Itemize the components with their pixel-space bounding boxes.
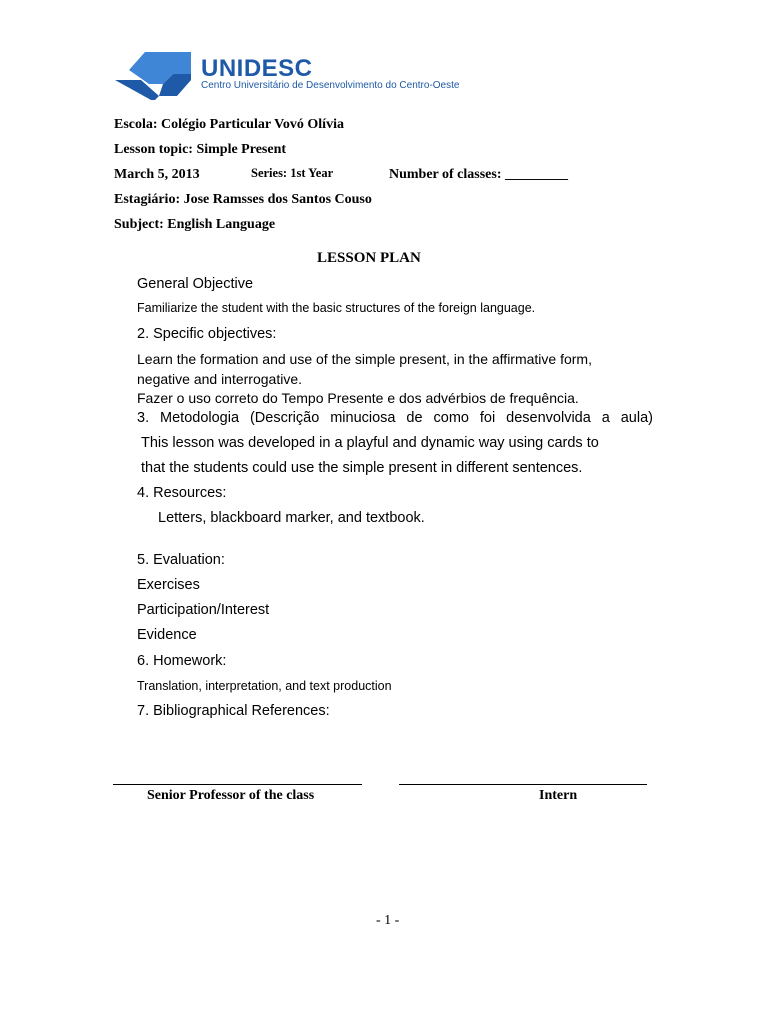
methodology-line: that the students could use the simple present in different sentences. — [141, 460, 583, 476]
resources-text: Letters, blackboard marker, and textbook. — [158, 510, 425, 526]
specific-objectives-line: Fazer o uso correto do Tempo Presente e dos advérbios de frequência. — [137, 390, 579, 406]
logo-subtitle: Centro Universitário de Desenvolvimento do Centro-Oeste — [201, 80, 460, 91]
school-line: Escola: Colégio Particular Vovó Olívia — [114, 117, 344, 132]
series-line: Series: 1st Year — [251, 166, 334, 180]
number-of-classes-line: Number of classes: _________ — [389, 167, 569, 182]
logo-name: UNIDESC — [201, 55, 313, 82]
date-line: March 5, 2013 — [114, 167, 200, 182]
homework-heading: 6. Homework: — [137, 653, 227, 669]
signature-line-right — [399, 784, 647, 785]
signature-label-right: Intern — [539, 788, 578, 803]
general-objective-text: Familiarize the student with the basic structures of the foreign language. — [137, 301, 536, 315]
signature-label-left: Senior Professor of the class — [147, 788, 315, 803]
specific-objectives-line: Learn the formation and use of the simple present, in the affirmative form, — [137, 351, 592, 367]
evaluation-item: Exercises — [137, 577, 200, 593]
resources-heading: 4. Resources: — [137, 485, 227, 501]
page-number: - 1 - — [376, 913, 400, 928]
evaluation-heading: 5. Evaluation: — [137, 552, 225, 568]
homework-text: Translation, interpretation, and text production — [137, 679, 392, 693]
specific-objectives-line: negative and interrogative. — [137, 371, 302, 387]
unidesc-logo-icon — [115, 50, 191, 102]
specific-objectives-heading: 2. Specific objectives: — [137, 326, 277, 342]
methodology-heading: 3. Metodologia (Descrição minuciosa de como foi desenvolvida a aula) — [137, 410, 653, 426]
evaluation-item: Evidence — [137, 627, 197, 643]
signature-line-left — [113, 784, 362, 785]
topic-line: Lesson topic: Simple Present — [114, 142, 287, 157]
intern-name-line: Estagiário: Jose Ramsses dos Santos Couso — [114, 192, 372, 207]
subject-line: Subject: English Language — [114, 217, 276, 232]
evaluation-item: Participation/Interest — [137, 602, 270, 618]
references-heading: 7. Bibliographical References: — [137, 703, 330, 719]
general-objective-heading: General Objective — [137, 276, 254, 292]
methodology-line: This lesson was developed in a playful and dynamic way using cards to — [141, 435, 599, 451]
page-title: LESSON PLAN — [317, 250, 421, 266]
